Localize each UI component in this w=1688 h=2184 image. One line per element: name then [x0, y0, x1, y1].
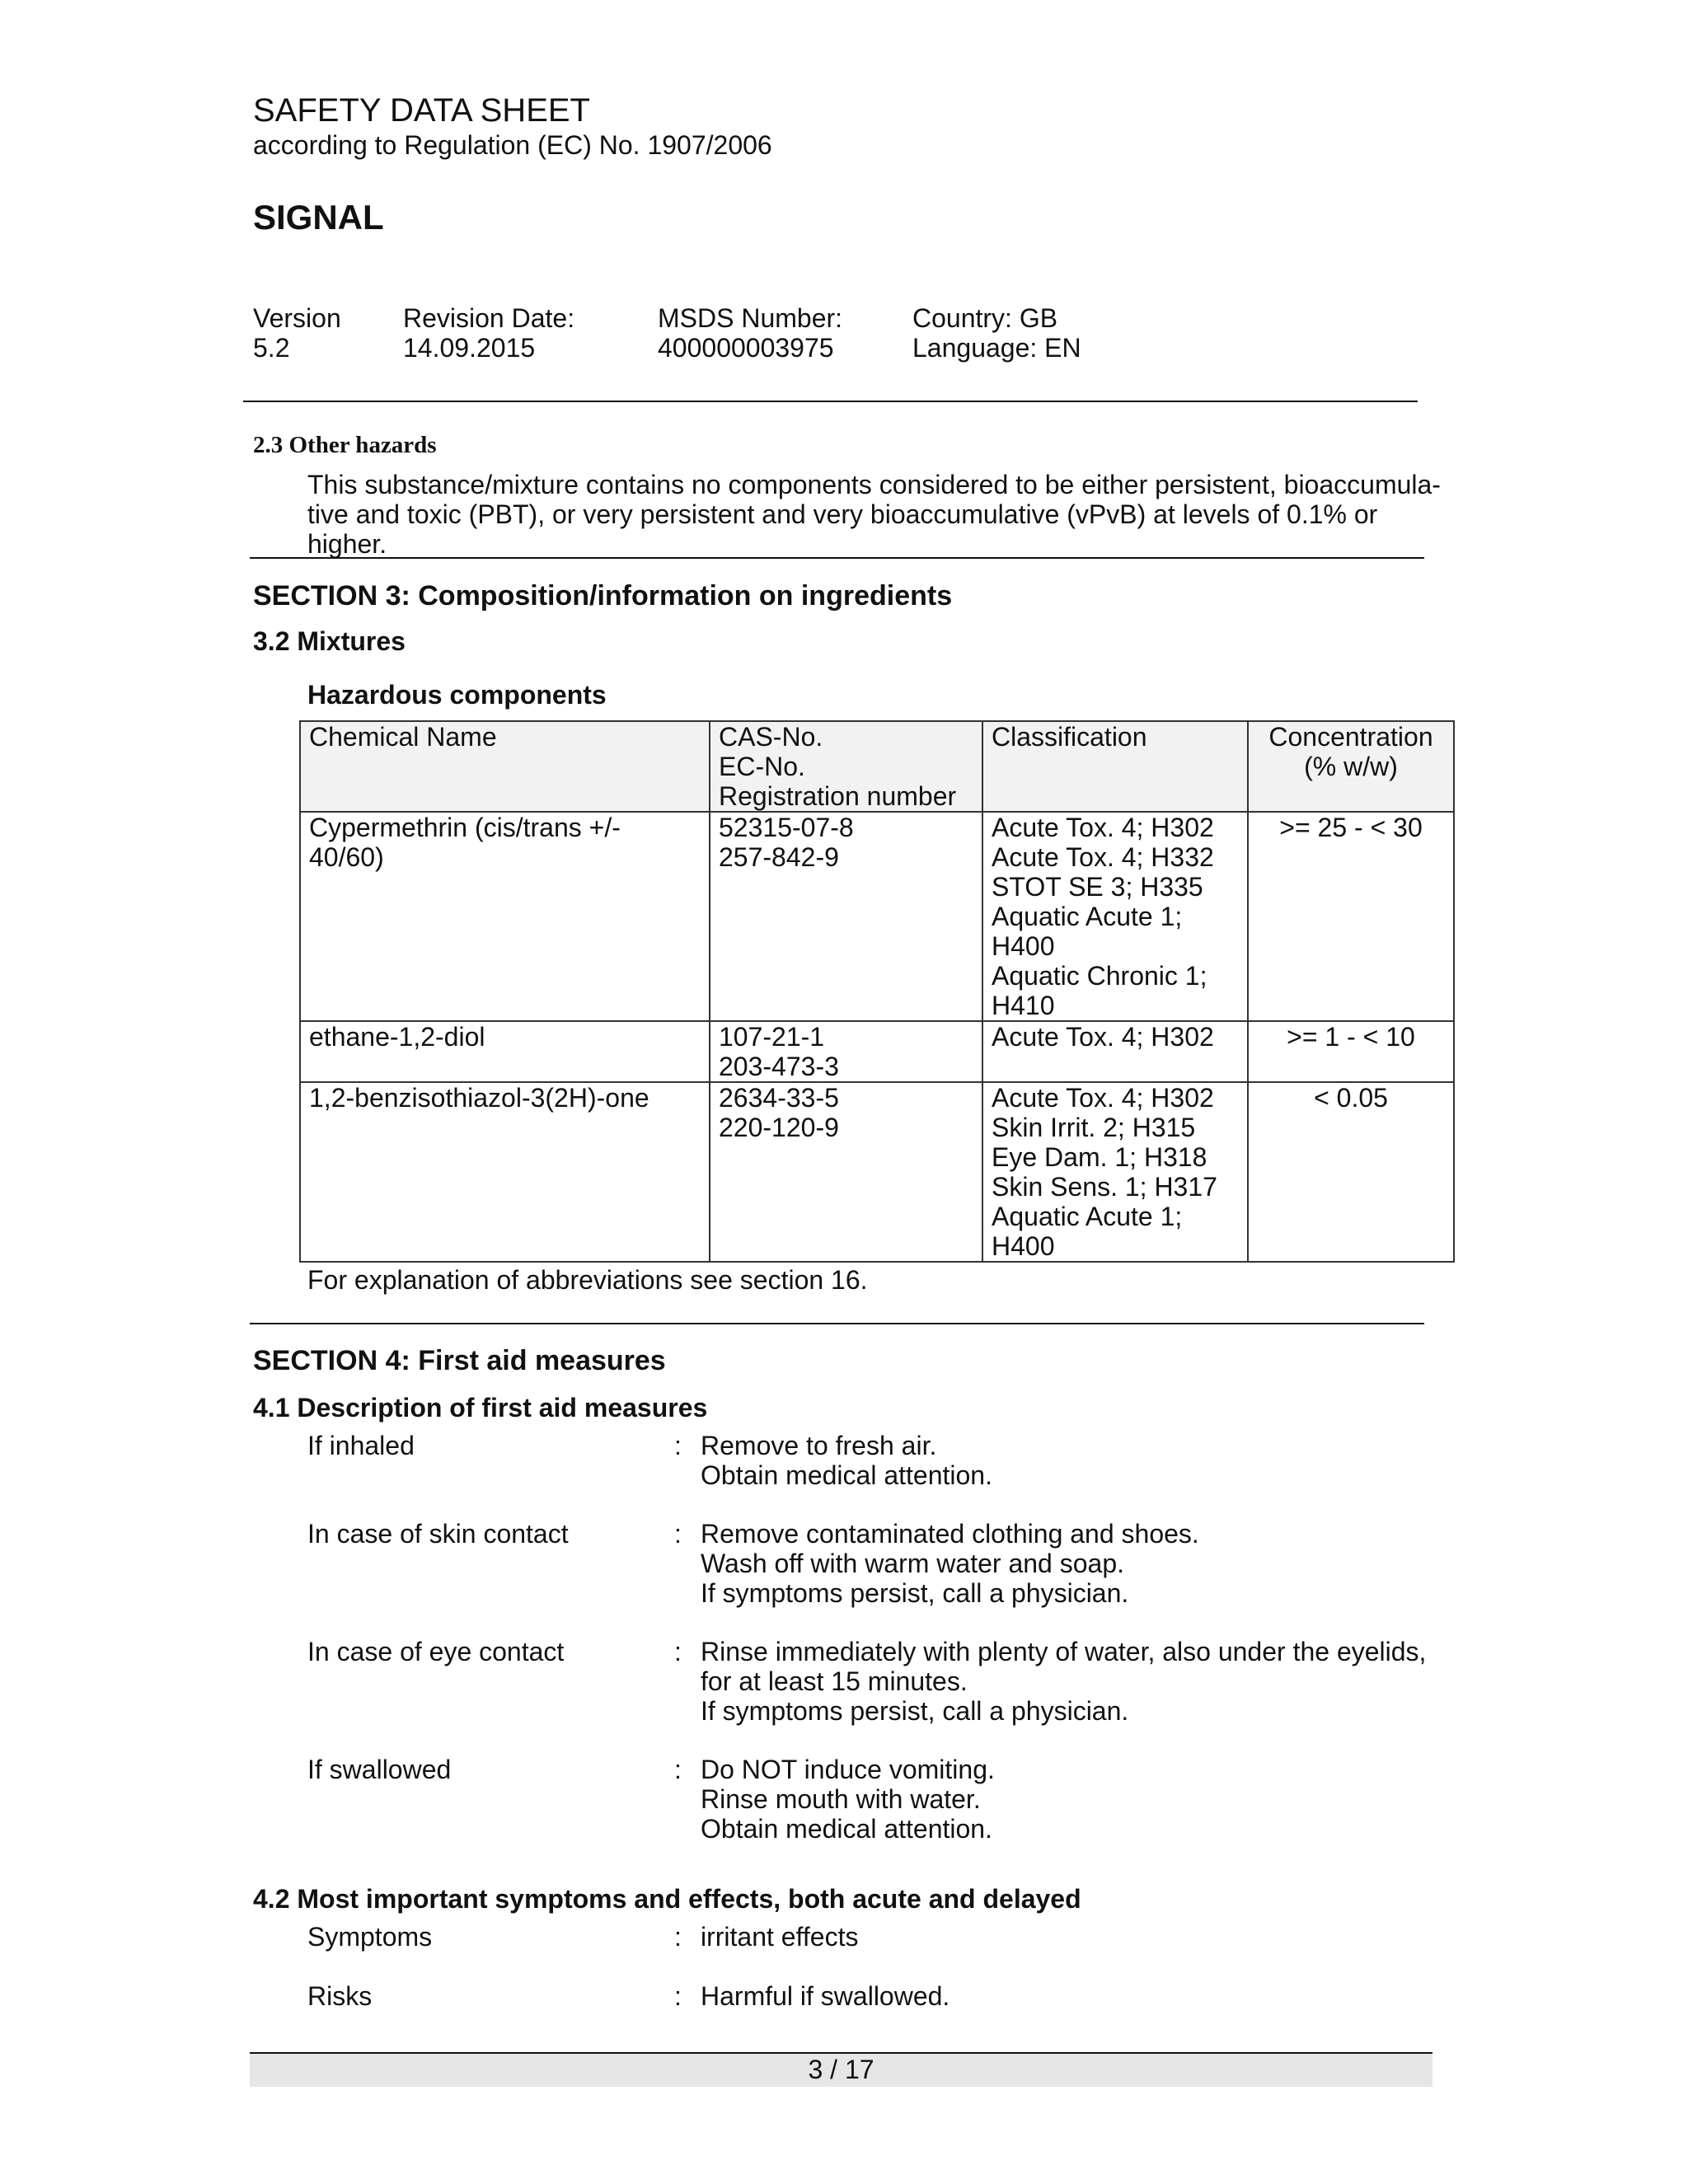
cell-classification: Acute Tox. 4; H302 Acute Tox. 4; H332 STOT SE 3; H335 Aquatic Acute 1; H400 Aquatic Chronic 1; H410 — [982, 812, 1248, 1021]
cell-concentration: >= 1 - < 10 — [1248, 1021, 1454, 1082]
first-aid-text: Remove to fresh air. Obtain medical attention. — [701, 1431, 992, 1490]
meta-version-value: 5.2 — [253, 333, 290, 363]
colon-separator: : — [674, 1431, 682, 1460]
table-row — [300, 812, 1454, 1021]
risks-text: Harmful if swallowed. — [701, 1981, 950, 2011]
meta-language: Language: EN — [912, 333, 1081, 363]
table-row — [300, 1082, 1454, 1262]
hazardous-components-title: Hazardous components — [307, 680, 607, 710]
colon-separator: : — [674, 1755, 682, 1784]
product-name: SIGNAL — [253, 198, 384, 237]
section-4-1-heading: 4.1 Description of first aid measures — [253, 1393, 708, 1422]
section-2-divider — [250, 557, 1424, 559]
colon-separator: : — [674, 1519, 682, 1549]
symptoms-label: Symptoms — [307, 1922, 433, 1952]
meta-country: Country: GB — [912, 303, 1058, 333]
first-aid-label: If swallowed — [307, 1755, 452, 1784]
cell-cas-ec: 2634-33-5 220-120-9 — [710, 1082, 982, 1262]
meta-msds-value: 400000003975 — [658, 333, 834, 363]
cell-concentration: >= 25 - < 30 — [1248, 812, 1454, 1021]
hazardous-components-table — [299, 720, 1455, 1263]
page-number: 3 / 17 — [808, 2055, 874, 2084]
table-header-row — [300, 721, 1454, 812]
meta-revision-value: 14.09.2015 — [403, 333, 536, 363]
cell-chemical-name: ethane-1,2-diol — [300, 1021, 710, 1082]
colon-separator: : — [674, 1922, 682, 1952]
cell-classification: Acute Tox. 4; H302 Skin Irrit. 2; H315 Eye Dam. 1; H318 Skin Sens. 1; H317 Aquatic Acute 1; H400 — [982, 1082, 1248, 1262]
section-3-divider — [250, 1323, 1424, 1324]
first-aid-label: In case of eye contact — [307, 1637, 565, 1666]
section-2-3-line-3: higher. — [307, 529, 387, 559]
meta-version-label: Version — [253, 303, 341, 333]
cell-chemical-name: Cypermethrin (cis/trans +/- 40/60) — [300, 812, 710, 1021]
section-3-2-heading: 3.2 Mixtures — [253, 626, 406, 656]
document-title: SAFETY DATA SHEET — [253, 92, 590, 129]
regulation-subtitle: according to Regulation (EC) No. 1907/2006 — [253, 130, 772, 160]
cell-cas-ec: 52315-07-8 257-842-9 — [710, 812, 982, 1021]
first-aid-text: Remove contaminated clothing and shoes. Wash off with warm water and soap. If symptoms persist, call a physician. — [701, 1519, 1199, 1608]
section-4-2-heading: 4.2 Most important symptoms and effects, both acute and delayed — [253, 1884, 1081, 1914]
header-divider — [243, 401, 1418, 402]
cell-concentration: < 0.05 — [1248, 1082, 1454, 1262]
cell-chemical-name: 1,2-benzisothiazol-3(2H)-one — [300, 1082, 710, 1262]
table-row — [300, 1021, 1454, 1082]
meta-revision-label: Revision Date: — [403, 303, 575, 333]
colon-separator: : — [674, 1637, 682, 1666]
meta-msds-label: MSDS Number: — [658, 303, 843, 333]
section-2-3-line-2: tive and toxic (PBT), or very persistent and very bioaccumulative (vPvB) at levels of 0.1% or — [307, 499, 1378, 529]
colon-separator: : — [674, 1981, 682, 2011]
column-header-classification: Classification — [982, 721, 1248, 812]
cell-cas-ec: 107-21-1 203-473-3 — [710, 1021, 982, 1082]
symptoms-text: irritant effects — [701, 1922, 859, 1952]
first-aid-label: If inhaled — [307, 1431, 415, 1460]
section-4-heading: SECTION 4: First aid measures — [253, 1345, 666, 1376]
section-2-3-heading: 2.3 Other hazards — [253, 432, 437, 458]
abbreviations-note: For explanation of abbreviations see section 16. — [307, 1265, 868, 1295]
cell-classification: Acute Tox. 4; H302 — [982, 1021, 1248, 1082]
first-aid-label: In case of skin contact — [307, 1519, 569, 1549]
first-aid-text: Do NOT induce vomiting. Rinse mouth with water. Obtain medical attention. — [701, 1755, 995, 1844]
section-3-heading: SECTION 3: Composition/information on ingredients — [253, 580, 953, 612]
column-header-concentration: Concentration (% w/w) — [1248, 721, 1454, 812]
risks-label: Risks — [307, 1981, 373, 2011]
section-2-3-line-1: This substance/mixture contains no components considered to be either persistent, bioaccumula- — [307, 470, 1441, 499]
column-header-cas-ec: CAS-No. EC-No. Registration number — [710, 721, 982, 812]
first-aid-text: Rinse immediately with plenty of water, also under the eyelids, for at least 15 minutes. If symptoms persist, call a physician. — [701, 1637, 1427, 1726]
page-footer — [250, 2052, 1432, 2087]
column-header-chemical-name: Chemical Name — [300, 721, 710, 812]
